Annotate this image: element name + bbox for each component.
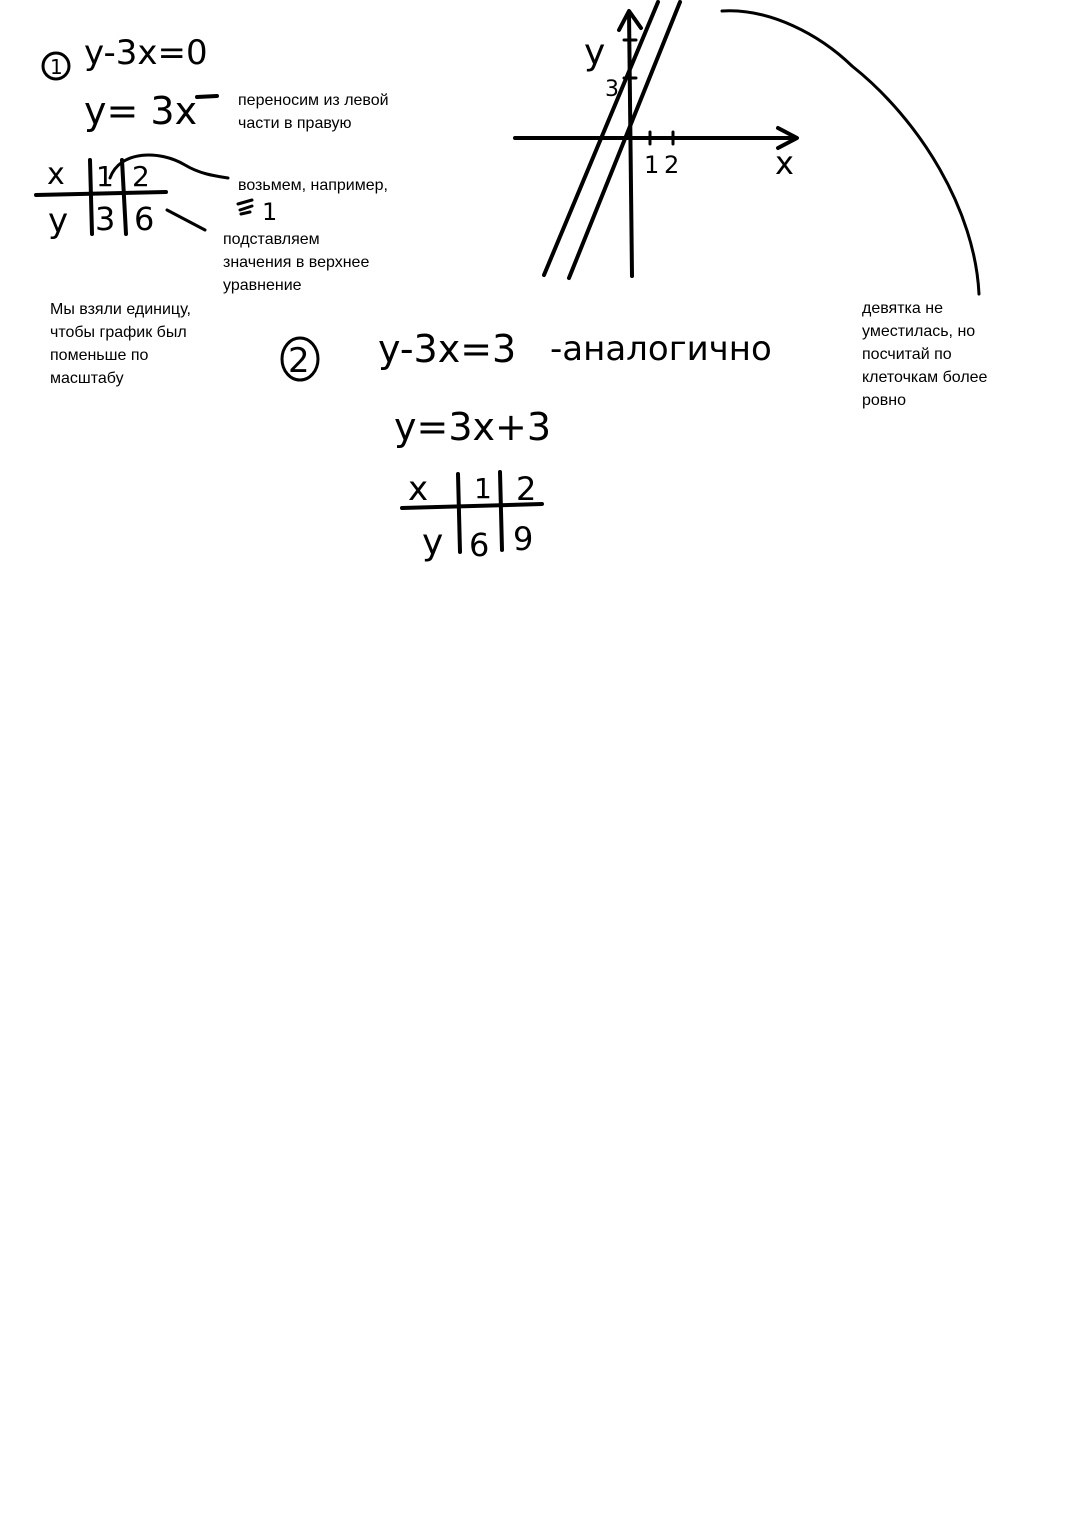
- part2-table-y1: 6: [469, 526, 490, 564]
- part1-table-y2: 6: [134, 200, 155, 238]
- part1-table-x1: 1: [96, 160, 114, 193]
- part1-arrow-dash: [197, 96, 217, 97]
- note-take-example: возьмем, например,: [238, 177, 388, 194]
- note-substitute: подставляем значения в верхнее уравнение: [223, 231, 370, 294]
- part2-table-x-label: x: [408, 469, 429, 509]
- value-to-note-stroke: [167, 210, 205, 230]
- part2-equation: y-3x=3: [378, 327, 517, 371]
- part2-table: [402, 469, 542, 564]
- part2-table-y2: 9: [513, 520, 534, 558]
- x-tick-label-1: 1: [644, 151, 660, 179]
- y-tick-label-3: 3: [605, 77, 619, 102]
- x-axis-label: x: [775, 144, 794, 182]
- note-scale: Мы взяли единицу, чтобы график был поменьше по масштабу: [50, 301, 191, 387]
- y-axis: [629, 12, 632, 276]
- part1-table-y-label: y: [48, 201, 69, 241]
- part2-suffix: -аналогично: [550, 329, 772, 369]
- part1-rearranged: y= 3x: [84, 89, 198, 133]
- part1-equation: y-3x=0: [84, 33, 208, 73]
- example-value: 1: [262, 198, 278, 226]
- part1-number: 1: [50, 55, 63, 79]
- part1-table: [36, 157, 166, 241]
- note-nine: девятка не уместилась, но посчитай по клеточкам более ровно: [862, 300, 988, 409]
- part2-table-x1: 1: [474, 472, 492, 505]
- y-axis-label: y: [584, 32, 606, 73]
- part2-rearranged: y=3x+3: [394, 405, 552, 449]
- part2-table-x2: 2: [516, 470, 537, 508]
- coordinate-graph: [515, 2, 797, 278]
- scribble-mark: [238, 200, 252, 214]
- table-to-note-stroke: [110, 155, 228, 178]
- part2-number: 2: [288, 341, 310, 381]
- part1-table-x-label: x: [47, 157, 65, 192]
- part1-table-y1: 3: [95, 200, 116, 238]
- x-tick-label-2: 2: [664, 151, 680, 179]
- part2-table-y-label: y: [422, 522, 444, 563]
- part1-table-x2: 2: [132, 160, 150, 193]
- note-move-terms: переносим из левой части в правую: [238, 92, 389, 132]
- arc-to-note: [722, 11, 979, 294]
